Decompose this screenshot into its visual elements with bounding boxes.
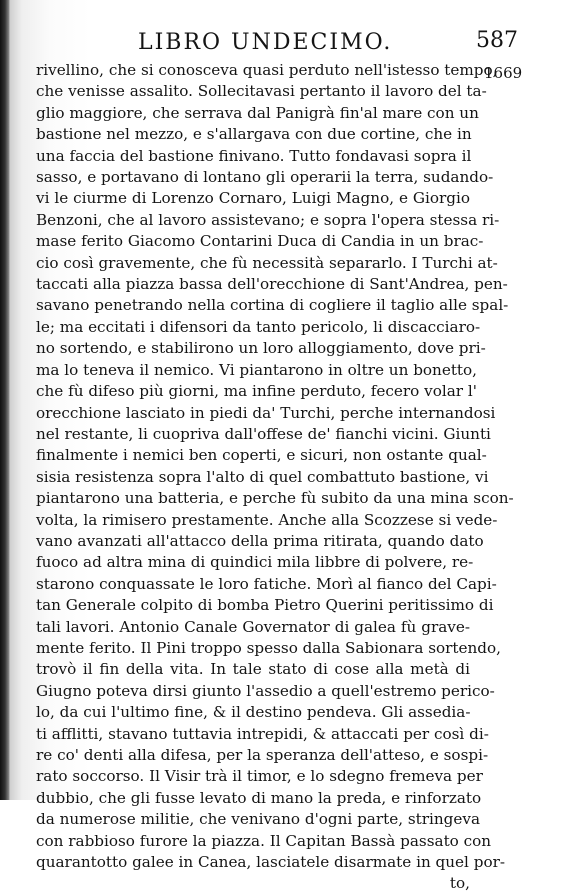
- text-line: finalmente i nemici ben coperti, e sicuri, non ostante qual-: [36, 446, 487, 465]
- text-line: con rabbioso furore la piazza. Il Capitan Bassà passato con: [36, 831, 492, 850]
- text-line: volta, la rimisero prestamente. Anche alla Scozzese si vede-: [36, 510, 498, 529]
- text-line: Giugno poteva dirsi giunto l'assedio a quell'estremo perico-: [36, 681, 495, 700]
- text-line: nel restante, li cuopriva dall'offese de' fianchi vicini. Giunti: [36, 424, 491, 443]
- text-line: una faccia del bastione finivano. Tutto fondavasi sopra il: [36, 146, 472, 165]
- text-line: ti afflitti, stavano tuttavia intrepidi, & attaccati per così di-: [36, 724, 489, 743]
- text-line: ma lo teneva il nemico. Vi piantarono in oltre un bonetto,: [36, 360, 478, 379]
- text-line: glio maggiore, che serrava dal Panigrà fin'al mare con un: [36, 103, 479, 122]
- text-line: che venisse assalito. Sollecitavasi pertanto il lavoro del ta-: [36, 82, 487, 101]
- text-line: mase ferito Giacomo Contarini Duca di Candia in un brac-: [36, 232, 484, 251]
- text-line: starono conquassate le loro fatiche. Morì al fianco del Capi-: [36, 574, 497, 593]
- text-line: no sortendo, e stabilirono un loro alloggiamento, dove pri-: [36, 339, 486, 358]
- text-line: le; ma eccitati i difensori da tanto pericolo, li discacciaro-: [36, 317, 481, 336]
- text-line: rivellino, che si conosceva quasi perduto nell'istesso tempo,: [36, 61, 498, 79]
- text-line: bastione nel mezzo, e s'allargava con due cortine, che in: [36, 125, 472, 144]
- text-line: Benzoni, che al lavoro assistevano; e sopra l'opera stessa ri-: [36, 210, 500, 229]
- text-line: rato soccorso. Il Visir trà il timor, e lo sdegno fremeva per: [36, 767, 483, 786]
- text-line: che fù difeso più giorni, ma infine perduto, fecero volar l': [36, 382, 477, 401]
- text-line: trovò il fin della vita. In tale stato di cose alla metà di: [36, 660, 470, 679]
- text-line: fuoco ad altra mina di quindici mila libbre di polvere, re-: [36, 553, 474, 572]
- binding-gutter: [0, 0, 10, 800]
- text-line: savano penetrando nella cortina di cogliere il taglio alle spal-: [36, 296, 509, 315]
- text-line: quarantotto galee in Canea, lasciatele disarmate in quel por-: [36, 853, 505, 872]
- text-line: tali lavori. Antonio Canale Governator di galea fù grave-: [36, 617, 470, 636]
- text-line: mente ferito. Il Pini troppo spesso dalla Sabionara sortendo,: [36, 638, 501, 657]
- text-line: tan Generale colpito di bomba Pietro Querini peritissimo di: [36, 596, 494, 615]
- text-line: vano avanzati all'attacco della prima ritirata, quando dato: [36, 531, 484, 550]
- text-line: dubbio, che gli fusse levato di mano la preda, e rinforzato: [36, 788, 482, 807]
- text-line: orecchione lasciato in piedi da' Turchi, perche internandosi: [36, 403, 496, 422]
- margin-year-note: 1669: [484, 64, 523, 82]
- text-line: to,: [449, 874, 470, 893]
- running-title: LIBRO UNDECIMO.: [138, 30, 393, 55]
- text-line: lo, da cui l'ultimo fine, & il destino pendeva. Gli assedia-: [36, 703, 471, 722]
- text-line: vi le ciurme di Lorenzo Cornaro, Luigi Magno, e Giorgio: [36, 189, 470, 208]
- book-page: [10, 0, 569, 893]
- text-line: sisia resistenza sopra l'alto di quel combattuto bastione, vi: [36, 467, 489, 486]
- text-line: da numerose militie, che venivano d'ogni parte, stringeva: [36, 810, 480, 829]
- page-number: 587: [476, 28, 518, 53]
- text-line: sasso, e portavano di lontano gli operarii la terra, sudando-: [36, 168, 494, 187]
- text-line: taccati alla piazza bassa dell'orecchione di Sant'Andrea, pen-: [36, 275, 508, 294]
- text-line: re co' denti alla difesa, per la speranza dell'atteso, e sospi-: [36, 746, 489, 764]
- text-line: piantarono una batteria, e perche fù subito da una mina scon-: [36, 489, 514, 508]
- text-line: cio così gravemente, che fù necessità separarlo. I Turchi at-: [36, 253, 498, 272]
